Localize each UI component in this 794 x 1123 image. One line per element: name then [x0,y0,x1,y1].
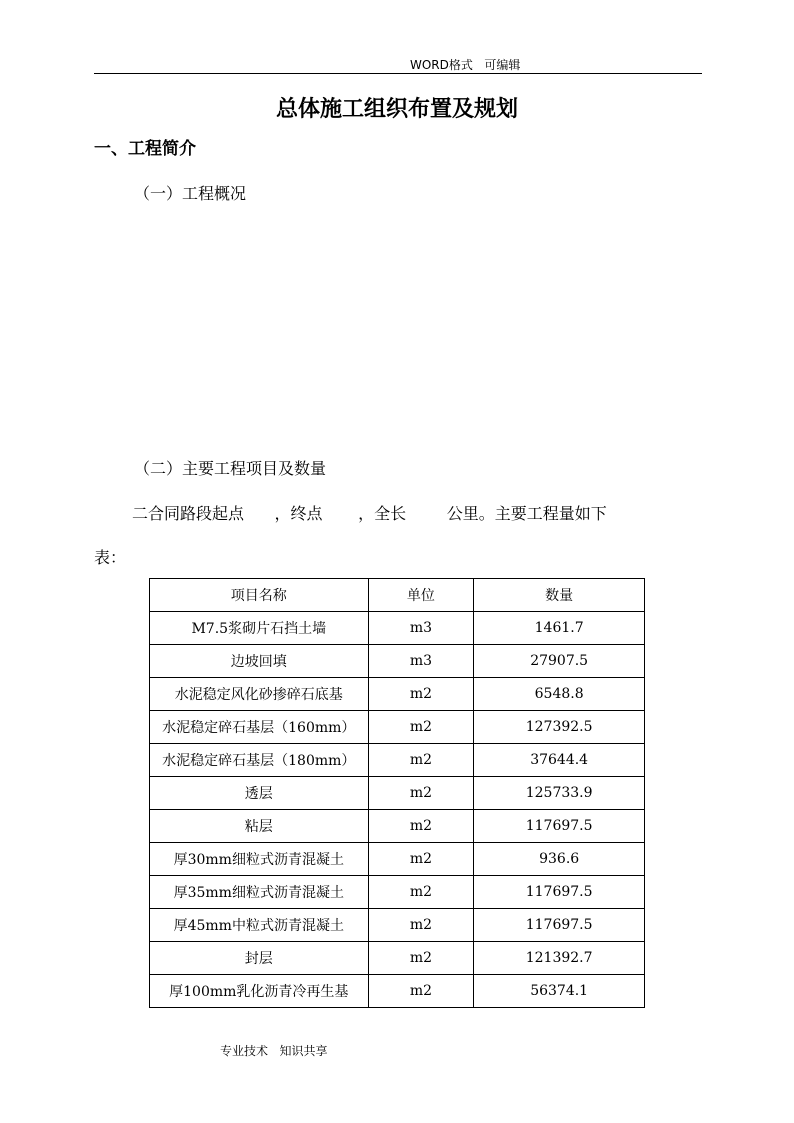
header-divider [94,73,702,74]
cell-quantity: 117697.5 [474,909,645,942]
table-row [150,942,645,975]
cell-quantity: 1461.7 [474,612,645,645]
cell-item-name: 封层 [150,942,369,975]
subsection-heading-main-items: （二）主要工程项目及数量 [134,459,327,478]
column-header-quantity: 数量 [474,579,645,612]
table-row [150,711,645,744]
table-row [150,975,645,1008]
table-row [150,744,645,777]
cell-unit: m2 [368,909,474,942]
table-row [150,843,645,876]
table-header-row [150,579,645,612]
cell-unit: m2 [368,810,474,843]
table-row [150,909,645,942]
cell-item-name: 水泥稳定风化砂掺碎石底基 [150,678,369,711]
cell-item-name: 厚45mm中粒式沥青混凝土 [150,909,369,942]
cell-item-name: 厚100mm乳化沥青冷再生基 [150,975,369,1008]
cell-quantity: 56374.1 [474,975,645,1008]
cell-quantity: 6548.8 [474,678,645,711]
cell-quantity: 27907.5 [474,645,645,678]
cell-quantity: 121392.7 [474,942,645,975]
column-header-unit: 单位 [368,579,474,612]
section-heading-project-intro: 一、工程简介 [94,139,196,159]
table-row [150,810,645,843]
cell-unit: m2 [368,678,474,711]
cell-unit: m2 [368,744,474,777]
cell-unit: m3 [368,612,474,645]
column-header-item-name: 项目名称 [150,579,369,612]
cell-item-name: 边坡回填 [150,645,369,678]
cell-item-name: 粘层 [150,810,369,843]
table-row [150,777,645,810]
page-footer-text: 专业技术 知识共享 [220,1044,328,1058]
page-header-text: WORD格式 可编辑 [410,58,521,72]
cell-item-name: 厚30mm细粒式沥青混凝土 [150,843,369,876]
cell-unit: m2 [368,777,474,810]
cell-item-name: 水泥稳定碎石基层（180mm） [150,744,369,777]
cell-item-name: M7.5浆砌片石挡土墙 [150,612,369,645]
cell-quantity: 936.6 [474,843,645,876]
cell-unit: m2 [368,975,474,1008]
document-title: 总体施工组织布置及规划 [275,97,518,122]
paragraph-line-1: 二合同路段起点 ，终点 ，全长 公里。主要工程量如下 [132,504,607,523]
cell-quantity: 37644.4 [474,744,645,777]
cell-unit: m3 [368,645,474,678]
cell-quantity: 117697.5 [474,810,645,843]
cell-item-name: 厚35mm细粒式沥青混凝土 [150,876,369,909]
cell-quantity: 127392.5 [474,711,645,744]
table-row [150,612,645,645]
quantity-table [149,578,645,1008]
cell-unit: m2 [368,711,474,744]
cell-item-name: 透层 [150,777,369,810]
cell-unit: m2 [368,843,474,876]
cell-item-name: 水泥稳定碎石基层（160mm） [150,711,369,744]
table-row [150,645,645,678]
cell-unit: m2 [368,876,474,909]
cell-quantity: 125733.9 [474,777,645,810]
subsection-heading-overview: （一）工程概况 [134,184,247,203]
paragraph-line-2: 表： [94,548,127,567]
table-row [150,876,645,909]
cell-unit: m2 [368,942,474,975]
cell-quantity: 117697.5 [474,876,645,909]
table-row [150,678,645,711]
